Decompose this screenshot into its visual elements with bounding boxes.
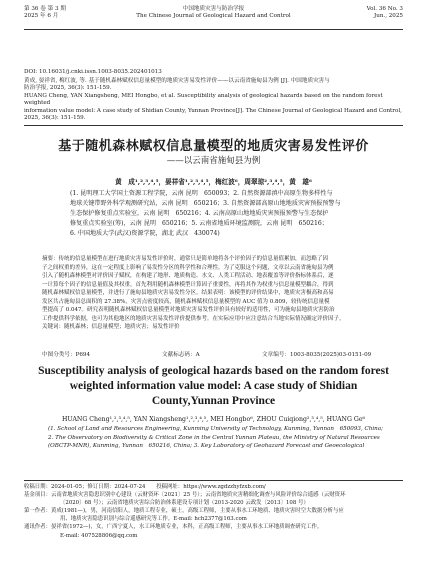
citation-en-line: HUANG Cheng, YAN Xiangsheng, MEI Hongbo, et al. Susceptibility analysis of geological hazards based on the random forest weighted <box>24 92 383 107</box>
footnote-first-author-cont: 用、地质灾害隐患识别与综合遥感研究等工作。E-mail: hch2377@163.com <box>60 516 247 523</box>
affiliation-line: 修复重点实验室(筹)，云南 昆明 650216；5. 云南省地质环境监测院，云南 昆明 650216； <box>70 220 328 227</box>
affiliation-en-line: (1. School of Land and Resources Engineering, Kunming University of Technology, Kunming, Yunnan 650093, China; <box>48 426 383 432</box>
header-date-cn: 2025 年 6 月 <box>24 13 59 19</box>
abstract-line: 一计算每个因子的信息量值及其权重。首先利用随机森林模型计算因子重要性，再将其作为权重与信息量模型耦合，得到 <box>42 281 334 288</box>
header-date-en: Jun., 2025 <box>373 13 403 19</box>
paper-title-cn: 基于随机森林赋权信息量模型的地质灾害易发性评价 <box>58 139 369 154</box>
affiliation-en-line: 2. The Observatory on Biodiversity & Critical Zone in the Central Yunnan Plateau, the Ministry of Natural Resources <box>48 434 380 441</box>
header-journal-en: The Chinese Journal of Geological Hazard and Control <box>136 13 291 19</box>
abstract-line: 引入了随机森林模型对评价因子赋权，在构建了地形、地质构造、水文、人类工程活动、地表覆盖等评价指标体系后，逐 <box>42 273 334 279</box>
title-en-line: Susceptibility analysis of geological hazards based on the random forest <box>38 365 389 377</box>
header-volume-en <box>367 6 403 20</box>
running-header <box>24 6 403 28</box>
affiliations-en <box>48 425 385 451</box>
citation-cn-line: 黄成, 晏祥省, 梅红波, 等. 基于随机森林赋权信息量模型的地质灾害易发性评价——以云南省施甸县为例 [J]. 中国地质灾害与 <box>24 78 330 84</box>
affiliations-cn <box>70 189 367 239</box>
article-number: 文章编号：1003-8035(2025)03-0151-09 <box>262 352 372 358</box>
footnote-received: 收稿日期：2024-01-05；修订日期：2024-07-24 投稿网址：https://www.zgdzzhyfzxb.com/ <box>24 484 266 490</box>
keywords-cn: 关键词：随机森林；信息量模型；地质灾害；易发性评价 <box>42 324 180 330</box>
affiliation-line: 地球关键带野外科学观测研究站，云南 昆明 650216；3. 自然资源部高原山地地质灾害预报预警与 <box>70 200 341 207</box>
abstract-line: 发区共占施甸县总面积的 27.38%，灾害点密度较高，随机森林赋权信息量模型的 AUC 值为 0.809，较传统信息量模 <box>42 298 330 305</box>
doi-line: DOI: 10.16031/j.cnki.issn.1003-8035.202401013 <box>24 69 162 75</box>
footnotes <box>24 483 403 540</box>
title-en-line: weighted information value model: A case study of Shidian <box>69 379 358 392</box>
abstract-line: 型提高了 0.047。研究表明随机森林赋权信息量模型对地质灾害易发性评价具有较好的适用性，可为施甸县地质灾害防治 <box>42 307 335 313</box>
footnote-funding: 基金项目：云南省地质灾害隐患识别中心建设（云财资环〔2021〕25 号）；云南省地质灾害精细化调查与风险评价综合遥感（云财资环 <box>24 492 346 499</box>
abstract-line: 摘要：传统的信息量模型在进行地质灾害易发性评价时，通常只是简单地将各个评价因子的信息量值累加，而忽略了因 <box>42 256 329 262</box>
header-journal <box>24 6 403 20</box>
footnote-funding-cont: 〔2020〕68 号）；云南省地质灾害综合防治体系建设专项计划（2013-2020 云政发〔2013〕108 号） <box>60 500 309 507</box>
affiliation-line: 生态保护修复重点实验室，云南 昆明 650216；4. 云南高原山地地质灾害预报预警与生态保护 <box>70 210 329 217</box>
clc-number: 中图分类号：P694 <box>42 352 91 358</box>
footnote-rule <box>24 480 403 481</box>
affiliation-line: (1. 昆明理工大学国土资源工程学院，云南 昆明 650093；2. 自然资源部滇中高原生物多样性与 <box>70 190 333 197</box>
header-volume-cn: 第 36 卷 第 3 期 <box>24 6 66 12</box>
paper-subtitle-cn: ——以云南省施甸县为例 <box>166 156 261 166</box>
affiliation-line: 6. 中国地质大学(武汉)资源学院，湖北 武汉 430074) <box>70 230 220 237</box>
header-vol-no: Vol. 36 No. 3 <box>366 6 403 12</box>
citation-rule <box>24 125 403 126</box>
citation-en-line: information value model: A case study of Shidian County, Yunnan Province[J]. The Chinese Journal of Geological Hazard and Control, <box>24 107 402 114</box>
affiliation-en-line: (OBCTP-MNR), Kunming, Yunnan 650216, China; 3. Key Laboratory of Geohazard Forecast and Geoecological <box>48 443 365 450</box>
document-code: 文献标志码：A <box>162 352 200 358</box>
header-journal-cn: 中国地质灾害与防治学报 <box>182 6 245 12</box>
abstract-cn <box>42 255 387 332</box>
abstract-line: 工作提供科学依据，也可为其他地区的地质灾害易发性评价提供参考。在实际应用中应注意结合当地实际情况确定评价因子。 <box>42 315 345 322</box>
citation-block <box>24 78 403 122</box>
paper-title-en <box>22 364 405 408</box>
footnote-corresponding-cont: E-mail: 407528806@qq.com <box>60 532 138 539</box>
abstract-line: 子之间权重的差异，这在一定程度上影响了易发性分区的科学性和合理性。为了克服这个问题，文章以云南省施甸县为例 <box>42 264 334 271</box>
footnote-corresponding: 通讯作者：晏祥省(1972—)，女，广西宁夏人，水工环地质专业，本科，正高级工程师，主要从事水工环地质调查研究工作。 <box>24 524 323 531</box>
header-rule <box>24 29 403 30</box>
citation-en-line: 2025, 36(3): 151-159. <box>24 115 86 122</box>
citation-cn-line: 防治学报, 2025, 36(3): 151-159. <box>24 85 112 92</box>
footnote-first-author: 第一作者：黄成(1981—)，男，河南信阳人，地质工程专业，硕士，高级工程师，主要从事水工环地质、地质灾害时空大数据分析与应 <box>24 508 344 515</box>
title-en-line: County,Yunnan Province <box>151 394 276 407</box>
authors-cn: 黄 成¹,²,³,⁴,⁵，晏祥省¹,²,³,⁴,⁵，梅红波⁶，周翠琼²,³,⁴,⁵，黄 雄⁶ <box>115 178 312 186</box>
authors-en: HUANG Cheng¹,²,³,⁴,⁵, YAN Xiangsheng¹,²,³,⁴,⁵, MEI Hongbo⁶, ZHOU Cuiqiong²,³,⁴,⁵, HUANG Ge⁶ <box>62 416 365 423</box>
abstract-line: 随机森林赋权信息量模型，并进行了施甸县地质灾害易发性分区。结果表明：该模型的评价结果中，地质灾害极高和高易 <box>42 290 334 296</box>
